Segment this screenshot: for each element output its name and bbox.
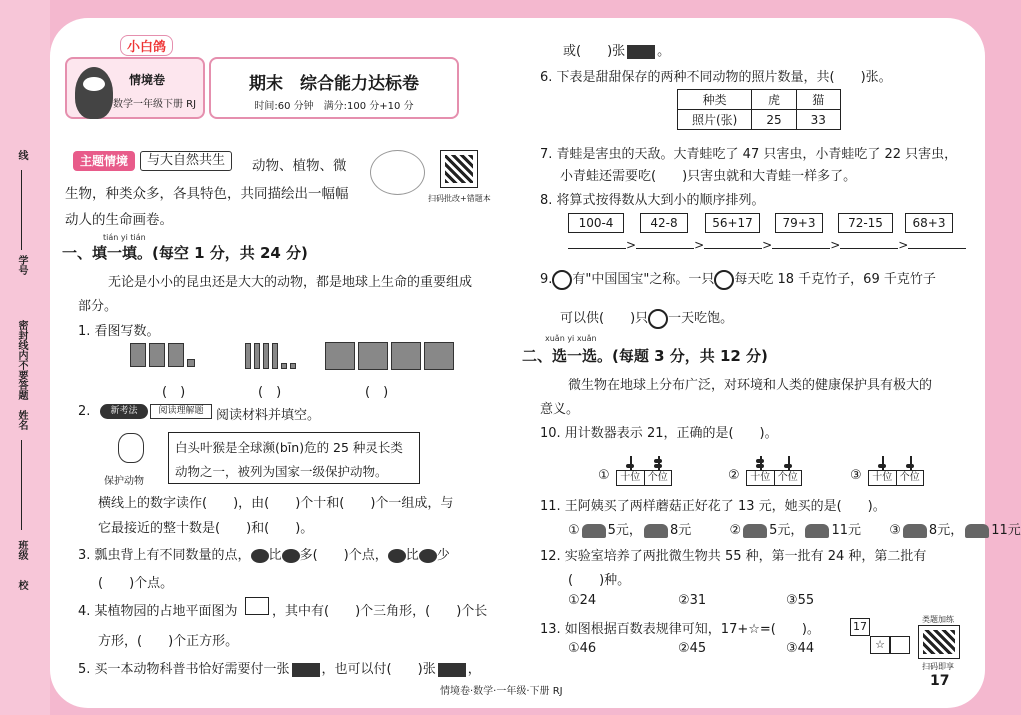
- mushroom-icon-e: [903, 524, 927, 538]
- q1-blocks-a: [130, 343, 195, 367]
- class-label: 班级: [16, 540, 27, 560]
- q6-text: 6. 下表是甜甜保存的两种不同动物的照片数量，共( )张。: [540, 70, 892, 85]
- star-cell: ☆: [870, 636, 890, 654]
- q1-label: 1. 看图写数。: [78, 324, 160, 339]
- school-label: 校: [16, 580, 27, 590]
- page-title: 期末 综合能力达标卷: [249, 74, 419, 94]
- q6-row-label: 照片(张): [678, 110, 752, 130]
- q5-text-c: ，: [467, 662, 481, 677]
- q9-line-2: [560, 307, 733, 329]
- q11-o3-mark: ③: [889, 523, 901, 538]
- q12-option-2[interactable]: ②31: [678, 593, 707, 608]
- q2-line-1: 横线上的数字读作( )，由( )个十和( )个一组成，与: [98, 496, 454, 511]
- q10-o2-tens: 十位: [747, 471, 775, 485]
- ladybug-icon-c: [388, 549, 406, 563]
- q4-line-1a: 4. 某植物园的占地平面图为: [78, 604, 238, 619]
- hundred-cell-17: 17: [850, 618, 870, 636]
- q3-text-b: 比: [268, 548, 282, 563]
- header-title-box: [209, 57, 459, 119]
- empty-cell: [890, 636, 910, 654]
- q10-o3-tens: 十位: [869, 471, 897, 485]
- q7-line-1: 7. 青蛙是害虫的天敌。大青蛙吃了 47 只害虫，小青蛙吃了 22 只害虫，: [540, 147, 958, 162]
- mushroom-icon-c: [743, 524, 767, 538]
- q12-option-1[interactable]: ①24: [568, 593, 597, 608]
- q5-text-d: 或( )张: [563, 44, 626, 59]
- section2-intro-1: 微生物在地球上分布广泛，对环境和人类的健康保护具有极大的: [568, 378, 933, 393]
- q13-text: 13. 如图根据百数表规律可知，17+☆=( )。: [540, 622, 820, 637]
- ladybug-icon-d: [419, 549, 437, 563]
- qr-extra-caption-top: 类题加练: [922, 615, 954, 624]
- q10-text: 10. 用计数器表示 21，正确的是( )。: [540, 426, 778, 441]
- q10-option-1-label: ①: [598, 468, 610, 483]
- q1-blocks-b: [245, 343, 296, 369]
- name-label: 姓名: [16, 410, 27, 430]
- q11-o3-b: 11元: [991, 523, 1021, 538]
- qr-extra-caption-bottom: 扫码即享: [922, 662, 954, 671]
- q8-item-4: 79+3: [775, 213, 823, 233]
- brand-logo: 小白鸽: [120, 35, 173, 56]
- nature-illustration-icon: [370, 150, 425, 195]
- section1-intro-1: 无论是小小的昆虫还是大大的动物，都是地球上生命的重要组成: [108, 275, 473, 290]
- q2-box-line-1: 白头叶猴是全球濒(bīn)危的 25 种灵长类: [175, 440, 403, 455]
- q6-header-tiger: 虎: [752, 90, 796, 110]
- q6-header-kind: 种类: [678, 90, 752, 110]
- seal-right-label: 线: [16, 150, 27, 160]
- q8-item-5: 72-15: [838, 213, 893, 233]
- q1-answer-b[interactable]: ( ): [258, 385, 282, 400]
- q10-option-1[interactable]: [598, 456, 678, 486]
- q8-item-6: 68+3: [905, 213, 953, 233]
- q9-line-1: [540, 268, 936, 290]
- mushroom-icon-b: [644, 524, 668, 538]
- q1-blocks-c: [325, 342, 454, 370]
- q10-option-2[interactable]: [728, 456, 808, 486]
- section1-pinyin: tián yi tián: [103, 233, 146, 242]
- q2-caption: 保护动物: [104, 476, 144, 487]
- q2-label: 2.: [78, 404, 91, 419]
- section1-heading: 一、填一填。(每空 1 分，共 24 分): [62, 244, 308, 262]
- seal-line-bottom: [21, 440, 22, 530]
- q11-o2-b: 11元: [831, 523, 861, 538]
- q3-line-2: ( )个点。: [98, 576, 174, 591]
- banknote-icon-a: [292, 663, 320, 677]
- mushroom-icon-a: [582, 524, 606, 538]
- mushroom-icon-d: [805, 524, 829, 538]
- qr-code-extra-icon[interactable]: [918, 625, 960, 659]
- binding-strip: [0, 0, 50, 715]
- theme-tag: 主题情境: [73, 151, 135, 171]
- q12-line-1: 12. 实验室培养了两批微生物共 55 种，第一批有 24 种，第二批有: [540, 549, 927, 564]
- section1-intro-2: 部分。: [78, 299, 118, 314]
- qr-caption: 扫码批改+错题本: [428, 194, 491, 203]
- q11-o2-a: 5元，: [769, 523, 804, 538]
- banknote-icon-b: [438, 663, 466, 677]
- garden-plan-icon: [245, 597, 269, 615]
- q11-options[interactable]: [568, 519, 1021, 538]
- mascot-icon: [75, 67, 113, 119]
- q11-o1-b: 8元: [669, 523, 692, 538]
- hundred-chart-fragment: [850, 618, 910, 654]
- q6-table: [677, 89, 841, 130]
- page-number: 17: [930, 673, 950, 689]
- q12-option-3[interactable]: ③55: [786, 593, 815, 608]
- q11-o2-mark: ②: [729, 523, 742, 538]
- q13-option-3[interactable]: ③44: [786, 641, 815, 656]
- theme-subtitle: 与大自然共生: [140, 151, 232, 171]
- monkey-icon: [118, 433, 144, 463]
- qr-code-icon[interactable]: [440, 150, 478, 188]
- ladybug-icon-a: [251, 549, 269, 563]
- exam-time: 时间:60 分钟 满分:100 分+10 分: [254, 101, 414, 112]
- q4-line-1b: ，其中有( )个三角形，( )个长: [272, 604, 488, 619]
- q8-text: 8. 将算式按得数从大到小的顺序排列。: [540, 193, 765, 208]
- q5-text-b: ，也可以付( )张: [321, 662, 436, 677]
- q12-line-2: ( )种。: [568, 573, 631, 588]
- q10-option-3[interactable]: [850, 456, 930, 486]
- q7-line-2: 小青蛙还需要吃( )只害虫就和大青蛙一样多了。: [560, 169, 857, 184]
- q10-option-2-label: ②: [728, 468, 740, 483]
- seal-line-top: [21, 170, 22, 250]
- q3-text-d: 比: [405, 548, 419, 563]
- q6-header-cat: 猫: [796, 90, 840, 110]
- section2-heading: 二、选一选。(每题 3 分，共 12 分): [522, 347, 768, 365]
- q13-option-2[interactable]: ②45: [678, 641, 707, 656]
- q3-text-e: 少: [436, 548, 450, 563]
- q10-o1-tens: 十位: [617, 471, 645, 485]
- q13-option-1[interactable]: ①46: [568, 641, 597, 656]
- q10-option-3-label: ③: [850, 468, 862, 483]
- theme-line-1: 动物、植物、微: [252, 158, 347, 174]
- q3-line-1: [78, 544, 450, 563]
- q10-o1-ones: 个位: [647, 472, 668, 483]
- q8-order-line[interactable]: > > > > >: [568, 238, 966, 252]
- q2-reading-box: [168, 432, 420, 484]
- banknote-icon-c: [627, 45, 655, 59]
- theme-line-2: 生物，种类众多，各具特色，共同描绘出一幅幅: [65, 186, 349, 202]
- q10-o3-ones: 个位: [899, 472, 920, 483]
- q3-text-a: 3. 瓢虫背上有不同数量的点，: [78, 548, 251, 563]
- q10-o2-ones: 个位: [777, 472, 798, 483]
- q11-o3-a: 8元，: [928, 523, 964, 538]
- theme-line-3: 动人的生命画卷。: [65, 212, 173, 228]
- section2-pinyin: xuǎn yi xuǎn: [545, 334, 597, 343]
- q11-o1-mark: ①: [568, 523, 580, 538]
- student-id-label: 学号: [16, 255, 27, 275]
- tag-new-method: 新考法: [100, 404, 148, 419]
- header-series: 情境卷: [129, 73, 166, 87]
- q2-box-line-2: 动物之一，被列为国家一级保护动物。: [175, 464, 388, 479]
- ladybug-icon-b: [282, 549, 300, 563]
- page-footer: 情境卷·数学·一年级·下册 RJ: [440, 686, 563, 697]
- q1-answer-a[interactable]: ( ): [162, 385, 186, 400]
- panda-icon-c: [648, 309, 668, 329]
- q5-text-e: 。: [657, 44, 671, 59]
- q4-line-2: 方形，( )个正方形。: [98, 634, 239, 649]
- q8-item-3: 56+17: [705, 213, 760, 233]
- section2-intro-2: 意义。: [540, 402, 580, 417]
- q11-text: 11. 王阿姨买了两样蘑菇正好花了 13 元，她买的是( )。: [540, 499, 886, 514]
- mushroom-icon-f: [965, 524, 989, 538]
- q6-cat-count: 33: [796, 110, 840, 130]
- q9-text-d: 可以供( )只: [560, 311, 649, 326]
- header-subject: 数学一年级下册 RJ: [113, 99, 197, 110]
- tag-reading: 阅读理解题: [150, 404, 212, 419]
- q9-text-b: 有"中国国宝"之称。一只: [572, 272, 715, 287]
- panda-icon-b: [714, 270, 734, 290]
- q5-text-a: 5. 买一本动物科普书恰好需要付一张: [78, 662, 290, 677]
- page-header: [65, 40, 460, 123]
- q9-text-a: 9.: [540, 272, 553, 287]
- q2-prompt: 阅读材料并填空。: [216, 408, 321, 423]
- seal-text: 密封线内不要答题: [16, 320, 27, 400]
- q8-item-1: 100-4: [568, 213, 624, 233]
- q8-item-2: 42-8: [640, 213, 688, 233]
- q2-line-2: 它最接近的整十数是( )和( )。: [98, 521, 314, 536]
- q1-answer-c[interactable]: ( ): [365, 385, 389, 400]
- q6-tiger-count: 25: [752, 110, 796, 130]
- panda-icon-a: [552, 270, 572, 290]
- q3-text-c: 多( )个点，: [299, 548, 388, 563]
- q9-text-c: 每天吃 18 千克竹子，69 千克竹子: [734, 272, 936, 287]
- header-series-box: [65, 57, 205, 119]
- q5-line-2: [563, 40, 670, 59]
- q11-o1-a: 5元，: [607, 523, 642, 538]
- q9-text-e: 一天吃饱。: [668, 311, 734, 326]
- q5-line-1: [78, 658, 481, 677]
